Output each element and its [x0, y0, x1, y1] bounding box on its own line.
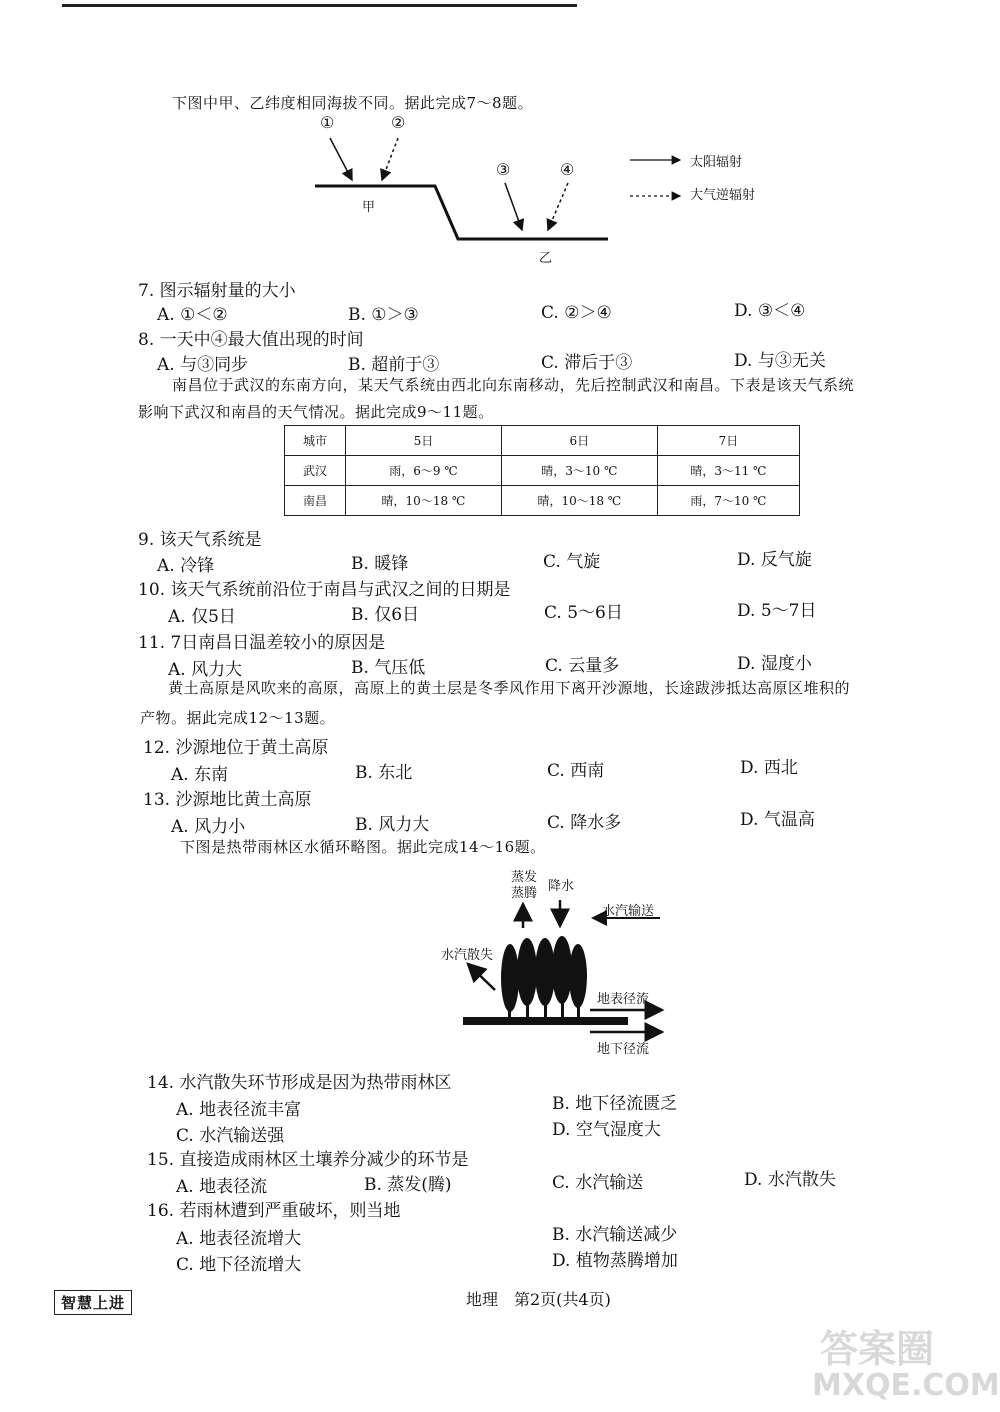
q13-stem: 13. 沙源地比黄土高原: [143, 790, 312, 810]
vapor-loss-label: 水汽散失: [441, 948, 494, 963]
arrow-3-solar: [505, 183, 522, 230]
table-cell: 武汉: [285, 456, 346, 486]
table-cell: 雨，7～10 ℃: [657, 486, 799, 516]
q14-option-a[interactable]: A. 地表径流丰富: [176, 1100, 302, 1120]
q7-option-a[interactable]: A. ①＜②: [157, 305, 228, 325]
q14-option-c[interactable]: C. 水汽输送强: [176, 1126, 285, 1146]
header-cell: 6日: [501, 426, 657, 456]
q13-option-b[interactable]: B. 风力大: [355, 815, 430, 835]
vapor-loss-arrow: [468, 964, 495, 990]
q16-stem: 16. 若雨林遭到严重破坏，则当地: [147, 1201, 401, 1221]
q10-option-b[interactable]: B. 仅6日: [351, 605, 420, 625]
header-cell: 5日: [346, 426, 502, 456]
evaporation-label-2: 蒸腾: [511, 886, 538, 901]
intro-9-11-line2: 影响下武汉和南昌的天气情况。据此完成9～11题。: [138, 403, 494, 421]
evaporation-label-1: 蒸发: [511, 870, 538, 885]
q12-stem: 12. 沙源地位于黄土高原: [143, 738, 329, 758]
q9-option-d[interactable]: D. 反气旋: [737, 550, 812, 570]
table-cell: 晴，3～10 ℃: [501, 456, 657, 486]
ground-bar: [463, 1017, 628, 1025]
q11-option-d[interactable]: D. 湿度小: [737, 654, 812, 674]
q15-option-a[interactable]: A. 地表径流: [176, 1177, 268, 1197]
q11-option-c[interactable]: C. 云量多: [545, 656, 620, 676]
arrow-2-counter: [382, 138, 398, 180]
q7-option-d[interactable]: D. ③＜④: [734, 301, 806, 321]
q12-option-d[interactable]: D. 西北: [740, 758, 798, 778]
q10-stem: 10. 该天气系统前沿位于南昌与武汉之间的日期是: [138, 580, 511, 600]
legend-solar-label: 太阳辐射: [690, 155, 743, 170]
table-row: [285, 456, 800, 486]
arrow-1-solar: [330, 138, 352, 180]
table-row: [285, 486, 800, 516]
q9-stem: 9. 该天气系统是: [138, 530, 262, 550]
q15-option-d[interactable]: D. 水汽散失: [744, 1170, 836, 1190]
q14-option-b[interactable]: B. 地下径流匮乏: [552, 1094, 678, 1114]
q8-option-b[interactable]: B. 超前于③: [348, 355, 440, 375]
table-cell: 晴，10～18 ℃: [346, 486, 502, 516]
rainforest-trees: [501, 936, 587, 1020]
q15-stem: 15. 直接造成雨林区土壤养分减少的环节是: [147, 1150, 469, 1170]
label-2: ②: [391, 113, 406, 132]
q7-stem: 7. 图示辐射量的大小: [138, 281, 296, 301]
q8-option-c[interactable]: C. 滞后于③: [541, 353, 633, 373]
terrain-profile: [315, 186, 608, 239]
top-rule: [62, 4, 577, 7]
page-number: 地理 第2页(共4页): [466, 1290, 611, 1309]
q16-option-d[interactable]: D. 植物蒸腾增加: [552, 1251, 678, 1271]
intro-12-13-line2: 产物。据此完成12～13题。: [140, 709, 336, 727]
q8-option-d[interactable]: D. 与③无关: [734, 351, 826, 371]
q16-option-a[interactable]: A. 地表径流增大: [176, 1229, 302, 1249]
q10-option-a[interactable]: A. 仅5日: [168, 607, 236, 627]
q8-stem: 8. 一天中④最大值出现的时间: [138, 330, 364, 350]
intro-12-13-line1: 黄土高原是风吹来的高原，高原上的黄土层是冬季风作用下离开沙源地，长途跋涉抵达高原区堆积的: [168, 679, 851, 697]
q12-option-b[interactable]: B. 东北: [355, 763, 413, 783]
vapor-transport-label: 水汽输送: [602, 904, 655, 919]
legend-counter-label: 大气逆辐射: [690, 188, 756, 203]
q9-option-b[interactable]: B. 暖锋: [351, 554, 409, 574]
header-cell: 城市: [285, 426, 346, 456]
footer-logo: 智慧上进: [54, 1290, 132, 1315]
label-3: ③: [496, 160, 511, 179]
table-header-row: [285, 426, 800, 456]
q14-option-d[interactable]: D. 空气湿度大: [552, 1120, 661, 1140]
q13-option-a[interactable]: A. 风力小: [171, 817, 246, 837]
q12-option-c[interactable]: C. 西南: [547, 761, 605, 781]
intro-14-16: 下图是热带雨林区水循环略图。据此完成14～16题。: [180, 838, 546, 856]
q16-option-b[interactable]: B. 水汽输送减少: [552, 1225, 678, 1245]
surface-runoff-label: 地表径流: [597, 992, 650, 1007]
q13-option-c[interactable]: C. 降水多: [547, 813, 622, 833]
q11-option-b[interactable]: B. 气压低: [351, 658, 426, 678]
intro-9-11-line1: 南昌位于武汉的东南方向，某天气系统由西北向东南移动，先后控制武汉和南昌。下表是该天气系统: [172, 376, 855, 394]
q10-option-c[interactable]: C. 5～6日: [544, 603, 623, 623]
weather-table: [284, 425, 800, 516]
q11-option-a[interactable]: A. 风力大: [168, 660, 243, 680]
point-a-label: 甲: [362, 200, 376, 215]
q12-option-a[interactable]: A. 东南: [171, 765, 229, 785]
intro-7-8: 下图中甲、乙纬度相同海拔不同。据此完成7～8题。: [172, 94, 534, 112]
q11-stem: 11. 7日南昌日温差较小的原因是: [138, 633, 386, 653]
watermark-url: MXQE.COM: [812, 1368, 1000, 1403]
table-cell: 晴，3～11 ℃: [657, 456, 799, 486]
q14-stem: 14. 水汽散失环节形成是因为热带雨林区: [147, 1073, 452, 1093]
precipitation-label: 降水: [548, 879, 575, 894]
point-b-label: 乙: [539, 251, 553, 266]
q10-option-d[interactable]: D. 5～7日: [737, 601, 817, 621]
arrow-4-counter: [548, 183, 568, 230]
table-cell: 晴，10～18 ℃: [501, 486, 657, 516]
q7-option-b[interactable]: B. ①＞③: [348, 305, 419, 325]
table-cell: 雨，6～9 ℃: [346, 456, 502, 486]
header-cell: 7日: [657, 426, 799, 456]
q16-option-c[interactable]: C. 地下径流增大: [176, 1255, 302, 1275]
q7-option-c[interactable]: C. ②＞④: [541, 303, 612, 323]
watermark-logo: 答案圈: [820, 1327, 935, 1371]
q15-option-b[interactable]: B. 蒸发(腾): [364, 1175, 452, 1195]
q13-option-d[interactable]: D. 气温高: [740, 810, 815, 830]
label-4: ④: [560, 160, 575, 179]
label-1: ①: [320, 113, 335, 132]
q8-option-a[interactable]: A. 与③同步: [157, 355, 249, 375]
q15-option-c[interactable]: C. 水汽输送: [552, 1173, 644, 1193]
q9-option-c[interactable]: C. 气旋: [543, 552, 601, 572]
q9-option-a[interactable]: A. 冷锋: [157, 556, 215, 576]
table-cell: 南昌: [285, 486, 346, 516]
underground-runoff-label: 地下径流: [597, 1042, 650, 1057]
